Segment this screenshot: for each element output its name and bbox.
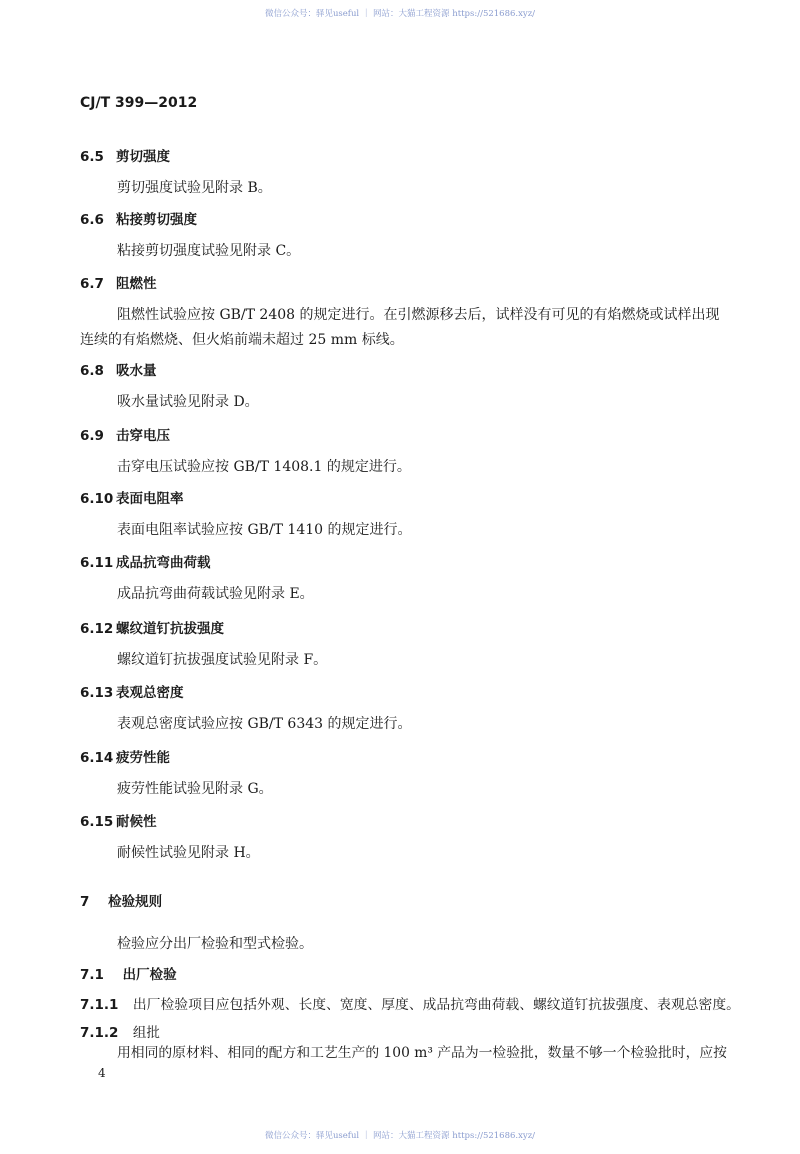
clause-7-1-2-text: 用相同的原材料、相同的配方和工艺生产的 100 m³ 产品为一检验批，数量不够一个检验批时，应按 [117,1045,727,1061]
section-heading [80,208,197,228]
watermark-bottom: 微信公众号：驿见useful ｜ 网站：大猫工程资源 https://521686.xyz/ [264,1131,536,1141]
section-heading [80,746,170,766]
section-title: 阻燃性 [116,276,157,292]
section-heading [80,617,224,637]
section-number: 6.8 [80,363,104,379]
section-heading [80,681,184,701]
section-title: 表观总密度 [116,685,184,701]
section-heading [80,487,184,507]
page-number: 4 [98,1066,106,1080]
section-heading [80,272,157,292]
section-heading [80,551,211,571]
section-number: 6.15 [80,814,114,830]
section-body-text: 表面电阻率试验应按 GB/T 1410 的规定进行。 [117,522,412,538]
section-body-text: 阻燃性试验应按 GB/T 2408 的规定进行。在引燃源移去后，试样没有可见的有焰燃烧或试样出现 [117,307,720,323]
section-title: 表面电阻率 [116,491,184,507]
section-body-text: 螺纹道钉抗拔强度试验见附录 F。 [117,652,328,668]
watermark-top: 微信公众号：驿见useful ｜ 网站：大猫工程资源 https://521686.xyz/ [264,9,536,19]
clause-7-1-2 [80,1021,160,1041]
section-title: 成品抗弯曲荷载 [116,555,211,571]
section-body-text: 连续的有焰燃烧、但火焰前端未超过 25 mm 标线。 [80,332,404,348]
section-title: 疲劳性能 [116,750,170,766]
section-title: 耐候性 [116,814,157,830]
section-heading [80,359,157,379]
section-heading [80,810,157,830]
section-number: 6.10 [80,491,114,507]
section-number: 6.6 [80,212,104,228]
section-title: 螺纹道钉抗拔强度 [116,621,224,637]
section-heading [80,424,170,444]
chapter-7-heading [80,890,162,910]
section-title: 粘接剪切强度 [116,212,197,228]
section-title: 出厂检验 [122,967,177,983]
section-body-text: 粘接剪切强度试验见附录 C。 [117,243,301,259]
section-title: 击穿电压 [116,428,170,444]
clause-7-1-1 [80,993,740,1013]
section-number: 6.14 [80,750,114,766]
clause-number: 7.1.1 [80,997,119,1013]
section-number: 6.7 [80,276,104,292]
clause-number: 7.1.2 [80,1025,119,1041]
section-heading [80,145,170,165]
clause-text: 出厂检验项目应包括外观、长度、宽度、厚度、成品抗弯曲荷载、螺纹道钉抗拔强度、表观总密度。 [132,997,740,1013]
chapter-title: 检验规则 [108,894,163,910]
section-title: 剪切强度 [116,149,170,165]
clause-title: 组批 [132,1025,160,1041]
section-number: 6.11 [80,555,114,571]
section-body-text: 击穿电压试验应按 GB/T 1408.1 的规定进行。 [117,459,411,475]
chapter-7-intro: 检验应分出厂检验和型式检验。 [117,936,313,952]
section-7-1-heading [80,963,177,983]
section-body-text: 表观总密度试验应按 GB/T 6343 的规定进行。 [117,716,412,732]
section-body-text: 疲劳性能试验见附录 G。 [117,781,273,797]
section-body-text: 成品抗弯曲荷载试验见附录 E。 [117,586,314,602]
section-number: 6.13 [80,685,114,701]
section-body-text: 耐候性试验见附录 H。 [117,845,260,861]
section-number: 6.5 [80,149,104,165]
standard-header: CJ/T 399—2012 [80,95,198,111]
section-body-text: 吸水量试验见附录 D。 [117,394,259,410]
section-body-text: 剪切强度试验见附录 B。 [117,180,272,196]
section-number: 6.12 [80,621,114,637]
chapter-number: 7 [80,894,90,910]
section-title: 吸水量 [116,363,157,379]
section-number: 6.9 [80,428,104,444]
section-number: 7.1 [80,967,104,983]
